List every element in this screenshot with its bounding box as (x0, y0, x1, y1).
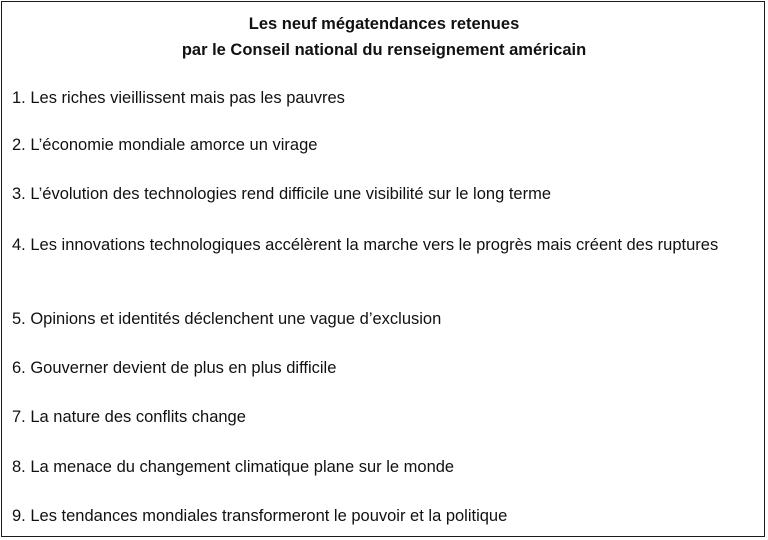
document-title (2, 11, 766, 63)
list-item-2: 2. L’économie mondiale amorce un virage (12, 136, 318, 154)
list-item-1: 1. Les riches vieillissent mais pas les pauvres (12, 89, 345, 107)
list-item-4: 4. Les innovations technologiques accélèrent la marche vers le progrès mais créent des ruptures (12, 236, 719, 254)
list-item-8: 8. La menace du changement climatique plane sur le monde (12, 458, 455, 476)
list-item-6: 6. Gouverner devient de plus en plus difficile (12, 359, 337, 377)
title-line-1: Les neuf mégatendances retenues (248, 15, 520, 33)
list-item-7: 7. La nature des conflits change (12, 408, 246, 426)
document-frame (1, 1, 765, 537)
list-item-9: 9. Les tendances mondiales transformeront le pouvoir et la politique (12, 507, 508, 525)
list-item-5: 5. Opinions et identités déclenchent une vague d’exclusion (12, 310, 442, 328)
title-line-2: par le Conseil national du renseignement américain (181, 41, 587, 59)
list-item-3: 3. L’évolution des technologies rend difficile une visibilité sur le long terme (12, 185, 552, 203)
